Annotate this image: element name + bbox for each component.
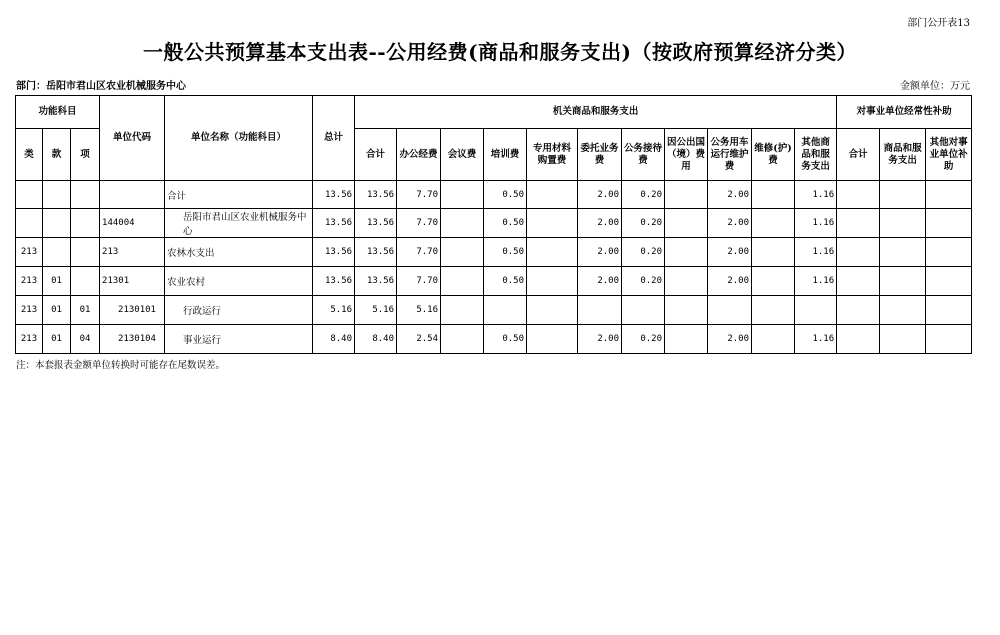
cell-name: 岳阳市君山区农业机械服务中心	[165, 209, 313, 238]
cell-total: 13.56	[313, 238, 355, 267]
cell-xiang	[71, 267, 100, 296]
cell-c2: 2.54	[397, 325, 441, 354]
cell-c6: 2.00	[578, 209, 622, 238]
cell-total: 13.56	[313, 267, 355, 296]
header-inst-group: 对事业单位经常性补助	[837, 96, 972, 129]
cell-s3	[926, 325, 972, 354]
table-row	[16, 181, 972, 209]
header-kuan: 款	[43, 129, 71, 181]
cell-s3	[926, 238, 972, 267]
cell-c5	[527, 296, 578, 325]
cell-s1	[837, 296, 880, 325]
cell-c4: 0.50	[484, 181, 527, 209]
cell-c2: 7.70	[397, 238, 441, 267]
cell-c7: 0.20	[622, 209, 665, 238]
cell-name: 农业农村	[165, 267, 313, 296]
cell-s1	[837, 181, 880, 209]
cell-c1: 13.56	[355, 181, 397, 209]
cell-c6: 2.00	[578, 238, 622, 267]
header-inst-col: 其他对事业单位补助	[926, 129, 972, 181]
cell-name: 行政运行	[165, 296, 313, 325]
cell-c6	[578, 296, 622, 325]
table-row	[16, 238, 972, 267]
cell-c8	[665, 325, 708, 354]
cell-c10	[752, 209, 795, 238]
cell-c8	[665, 209, 708, 238]
cell-c4	[484, 296, 527, 325]
cell-total: 13.56	[313, 181, 355, 209]
cell-c3	[441, 238, 484, 267]
cell-lei: 213	[16, 267, 43, 296]
header-xiang: 项	[71, 129, 100, 181]
footnote: 注：本套报表金额单位转换时可能存在尾数误差。	[16, 360, 226, 371]
cell-c4: 0.50	[484, 267, 527, 296]
cell-c8	[665, 296, 708, 325]
cell-code: 2130104	[100, 325, 165, 354]
cell-name: 合计	[165, 181, 313, 209]
cell-c2: 7.70	[397, 209, 441, 238]
cell-c6: 2.00	[578, 325, 622, 354]
table-row	[16, 267, 972, 296]
cell-c7: 0.20	[622, 325, 665, 354]
cell-code: 21301	[100, 267, 165, 296]
cell-s2	[880, 238, 926, 267]
header-inst-col: 合计	[837, 129, 880, 181]
header-org-col: 会议费	[441, 129, 484, 181]
cell-c7	[622, 296, 665, 325]
header-lei: 类	[16, 129, 43, 181]
cell-c8	[665, 181, 708, 209]
cell-s1	[837, 267, 880, 296]
cell-c10	[752, 325, 795, 354]
cell-kuan: 01	[43, 296, 71, 325]
page-title: 一般公共预算基本支出表--公用经费(商品和服务支出)（按政府预算经济分类）	[142, 40, 858, 64]
cell-c10	[752, 296, 795, 325]
header-func-subject: 功能科目	[16, 96, 100, 129]
cell-xiang: 01	[71, 296, 100, 325]
cell-xiang	[71, 181, 100, 209]
cell-kuan	[43, 238, 71, 267]
cell-c7: 0.20	[622, 267, 665, 296]
cell-c7: 0.20	[622, 181, 665, 209]
table-row	[16, 325, 972, 354]
cell-total: 8.40	[313, 325, 355, 354]
header-org-group: 机关商品和服务支出	[355, 96, 837, 129]
cell-c9	[708, 296, 752, 325]
cell-s1	[837, 325, 880, 354]
cell-xiang	[71, 209, 100, 238]
cell-name: 事业运行	[165, 325, 313, 354]
cell-c6: 2.00	[578, 267, 622, 296]
cell-c11: 1.16	[795, 267, 837, 296]
cell-c1: 13.56	[355, 238, 397, 267]
cell-c11: 1.16	[795, 238, 837, 267]
cell-s2	[880, 181, 926, 209]
cell-code: 144004	[100, 209, 165, 238]
cell-c2: 7.70	[397, 181, 441, 209]
header-inst-col: 商品和服务支出	[880, 129, 926, 181]
cell-c5	[527, 238, 578, 267]
cell-c4: 0.50	[484, 209, 527, 238]
cell-xiang	[71, 238, 100, 267]
header-org-col: 委托业务费	[578, 129, 622, 181]
cell-c9: 2.00	[708, 325, 752, 354]
header-unit-name: 单位名称（功能科目）	[165, 96, 313, 181]
department-label: 部门：岳阳市君山区农业机械服务中心	[16, 81, 186, 92]
cell-c5	[527, 267, 578, 296]
budget-table	[15, 95, 972, 354]
cell-name: 农林水支出	[165, 238, 313, 267]
header-total: 总计	[313, 96, 355, 181]
cell-c2: 5.16	[397, 296, 441, 325]
cell-lei: 213	[16, 296, 43, 325]
cell-kuan: 01	[43, 267, 71, 296]
header-org-col: 维修(护)费	[752, 129, 795, 181]
header-unit-code: 单位代码	[100, 96, 165, 181]
cell-s1	[837, 209, 880, 238]
cell-c8	[665, 267, 708, 296]
cell-c1: 8.40	[355, 325, 397, 354]
cell-c3	[441, 267, 484, 296]
cell-c11	[795, 296, 837, 325]
cell-code: 213	[100, 238, 165, 267]
cell-c10	[752, 267, 795, 296]
cell-kuan	[43, 181, 71, 209]
cell-c11: 1.16	[795, 325, 837, 354]
cell-c5	[527, 325, 578, 354]
amount-unit-label: 金额单位：万元	[900, 81, 970, 92]
cell-c3	[441, 209, 484, 238]
cell-c3	[441, 181, 484, 209]
cell-c3	[441, 325, 484, 354]
cell-c8	[665, 238, 708, 267]
cell-kuan	[43, 209, 71, 238]
header-org-col: 培训费	[484, 129, 527, 181]
cell-c3	[441, 296, 484, 325]
cell-lei: 213	[16, 325, 43, 354]
cell-total: 13.56	[313, 209, 355, 238]
cell-c10	[752, 181, 795, 209]
cell-c1: 13.56	[355, 267, 397, 296]
cell-c1: 13.56	[355, 209, 397, 238]
report-number: 部门公开表13	[907, 18, 970, 29]
cell-c7: 0.20	[622, 238, 665, 267]
table-row	[16, 209, 972, 238]
cell-s3	[926, 267, 972, 296]
cell-s2	[880, 209, 926, 238]
table-row	[16, 296, 972, 325]
cell-total: 5.16	[313, 296, 355, 325]
cell-c10	[752, 238, 795, 267]
cell-lei	[16, 181, 43, 209]
cell-c5	[527, 181, 578, 209]
cell-s2	[880, 296, 926, 325]
cell-s2	[880, 267, 926, 296]
header-org-col: 其他商品和服务支出	[795, 129, 837, 181]
header-org-col: 办公经费	[397, 129, 441, 181]
header-org-col: 专用材料购置费	[527, 129, 578, 181]
cell-s3	[926, 181, 972, 209]
cell-s1	[837, 238, 880, 267]
cell-code: 2130101	[100, 296, 165, 325]
header-org-col: 公务接待费	[622, 129, 665, 181]
cell-c11: 1.16	[795, 209, 837, 238]
cell-kuan: 01	[43, 325, 71, 354]
cell-c4: 0.50	[484, 325, 527, 354]
cell-c5	[527, 209, 578, 238]
cell-c9: 2.00	[708, 181, 752, 209]
header-org-col: 因公出国（境）费用	[665, 129, 708, 181]
header-org-col: 公务用车运行维护费	[708, 129, 752, 181]
cell-c11: 1.16	[795, 181, 837, 209]
cell-c2: 7.70	[397, 267, 441, 296]
cell-s3	[926, 209, 972, 238]
cell-code	[100, 181, 165, 209]
cell-c4: 0.50	[484, 238, 527, 267]
cell-s2	[880, 325, 926, 354]
cell-c9: 2.00	[708, 267, 752, 296]
cell-lei	[16, 209, 43, 238]
cell-c9: 2.00	[708, 209, 752, 238]
cell-lei: 213	[16, 238, 43, 267]
cell-c1: 5.16	[355, 296, 397, 325]
header-org-col: 合计	[355, 129, 397, 181]
cell-xiang: 04	[71, 325, 100, 354]
cell-s3	[926, 296, 972, 325]
cell-c6: 2.00	[578, 181, 622, 209]
cell-c9: 2.00	[708, 238, 752, 267]
